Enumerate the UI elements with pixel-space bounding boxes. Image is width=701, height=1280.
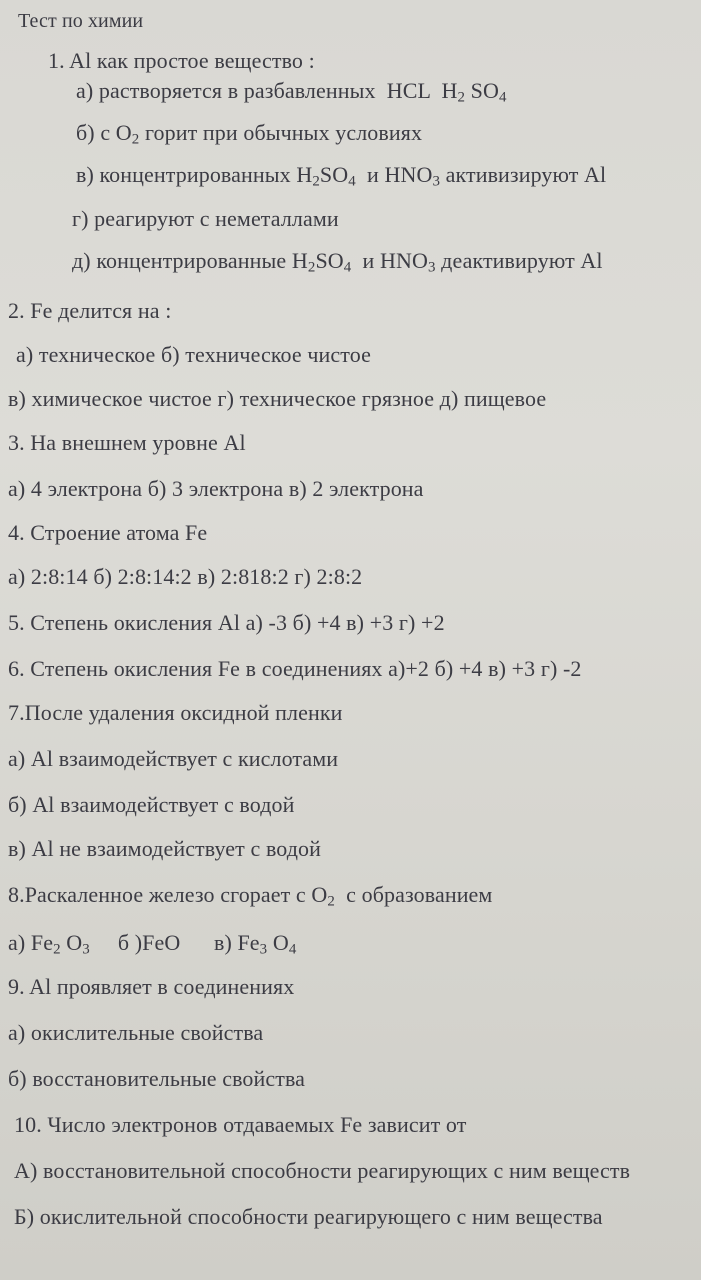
q1-answer-v: в) концентрированных $H_2SO_4$ и $HNO_3$ активизируют Al [76, 162, 607, 190]
q10-answer-b: Б) окислительной способности реагирующего с ним вещества [14, 1204, 603, 1229]
q9-answer-b: б) восстановительные свойства [8, 1066, 306, 1091]
q2-answers-line-1: а) техническое б) техническое чистое [16, 342, 371, 367]
q9-answer-a: а) окислительные свойства [8, 1020, 264, 1045]
q1-answer-d: д) концентрированные $H_2SO_4$ и $HNO_3$ деактивируют Al [72, 248, 603, 276]
test-title: Тест по химии [18, 10, 144, 32]
question-10: 10. Число электронов отдаваемых Fe зависит от [14, 1112, 467, 1137]
q7-answer-a: а) Al взаимодействует с кислотами [8, 746, 339, 771]
q7-answer-v: в) Al не взаимодействует с водой [8, 836, 322, 861]
q1-answer-g: г) реагируют с неметаллами [72, 206, 339, 231]
question-4: 4. Строение атома Fe [8, 520, 208, 545]
q2-answers-line-2: в) химическое чистое г) техническое грязное д) пищевое [8, 386, 547, 411]
question-2: 2. Fe делится на : [8, 298, 172, 323]
question-1: 1. Al как простое вещество : [48, 48, 315, 73]
question-3: 3. На внешнем уровне Al [8, 430, 246, 455]
q1-answer-a: а) растворяется в разбавленных HCL $H_2$ $SO_4$ [76, 78, 507, 106]
q4-answers: а) 2:8:14 б) 2:8:14:2 в) 2:818:2 г) 2:8:2 [8, 564, 363, 589]
question-6: 6. Степень окисления Fe в соединениях а)+2 б) +4 в) +3 г) -2 [8, 656, 582, 681]
question-5: 5. Степень окисления Al а) -3 б) +4 в) +3 г) +2 [8, 610, 445, 635]
question-7: 7.После удаления оксидной пленки [8, 700, 343, 725]
q7-answer-b: б) Al взаимодействует с водой [8, 792, 295, 817]
q8-answers: а) $Fe_2$ $O_3$ б )FeO в) $Fe_3$ $O_4$ [8, 930, 297, 958]
question-8: 8.Раскаленное железо сгорает с $O_2$ с образованием [8, 882, 493, 910]
question-9: 9. Al проявляет в соединениях [8, 974, 295, 999]
q3-answers: а) 4 электрона б) 3 электрона в) 2 электрона [8, 476, 424, 501]
q10-answer-a: А) восстановительной способности реагирующих с ним веществ [14, 1158, 631, 1183]
q1-answer-b: б) с $O_2$ горит при обычных условиях [76, 120, 423, 148]
